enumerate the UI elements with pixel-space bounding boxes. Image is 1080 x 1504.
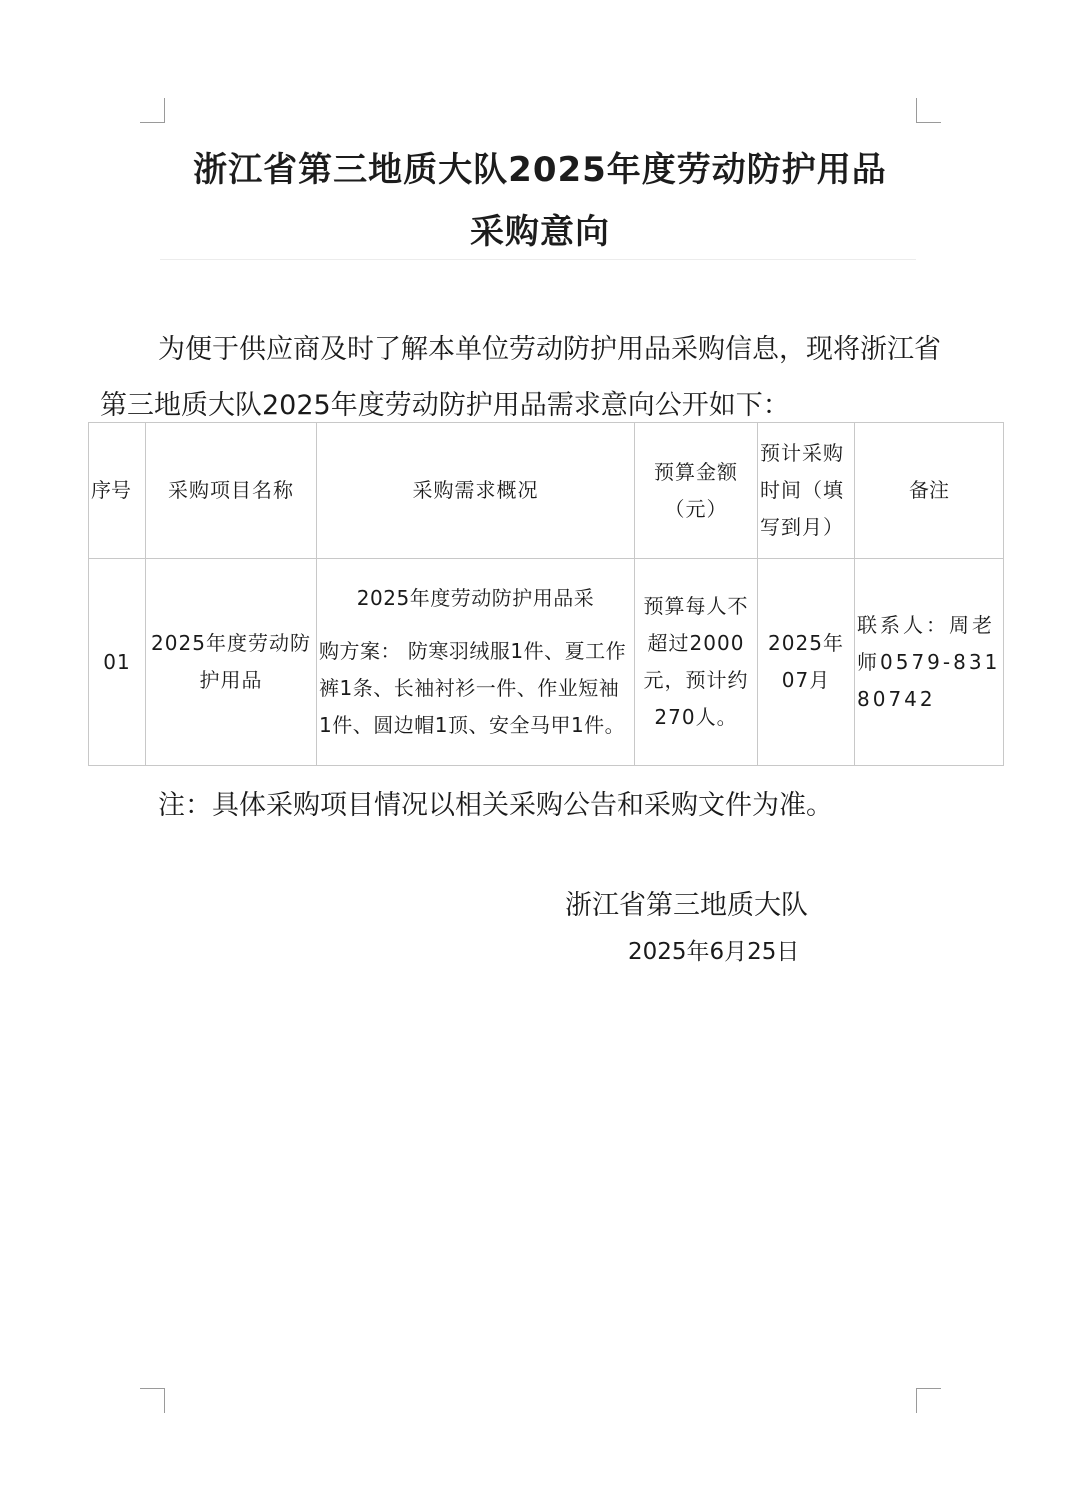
header-requirements: 采购需求概况 bbox=[317, 423, 635, 559]
footnote: 注：具体采购项目情况以相关采购公告和采购文件为准。 bbox=[158, 790, 833, 821]
crop-mark-top-right bbox=[916, 98, 941, 123]
cell-requirements bbox=[317, 559, 635, 766]
intro-paragraph bbox=[100, 322, 960, 434]
requirements-rest: 购方案： 防寒羽绒服1件、夏工作裤1条、长袖衬衫一件、作业短袖1件、圆边帽1顶、安全马甲1件。 bbox=[319, 639, 627, 737]
header-project-name: 采购项目名称 bbox=[146, 423, 317, 559]
table-row bbox=[89, 559, 1004, 766]
cell-remarks: 联系人：周老师0579-83180742 bbox=[855, 559, 1004, 766]
title-divider bbox=[160, 259, 916, 260]
header-seq: 序号 bbox=[89, 423, 146, 559]
crop-mark-bottom-left bbox=[140, 1388, 165, 1413]
header-remarks: 备注 bbox=[855, 423, 1004, 559]
header-budget: 预算金额（元） bbox=[635, 423, 758, 559]
cell-seq: 01 bbox=[89, 559, 146, 766]
cell-budget: 预算每人不超过2000元，预计约270人。 bbox=[635, 559, 758, 766]
table-header-row bbox=[89, 423, 1004, 559]
intro-text: 为便于供应商及时了解本单位劳动防护用品采购信息，现将浙江省第三地质大队2025年度劳动防护用品需求意向公开如下： bbox=[100, 334, 941, 421]
crop-mark-bottom-right bbox=[916, 1388, 941, 1413]
cell-procurement-time: 2025年07月 bbox=[758, 559, 855, 766]
signature-organization: 浙江省第三地质大队 bbox=[565, 890, 808, 921]
crop-mark-top-left bbox=[140, 98, 165, 123]
requirements-line1: 2025年度劳动防护用品采 bbox=[356, 586, 595, 610]
header-procurement-time: 预计采购时间（填写到月） bbox=[758, 423, 855, 559]
cell-project-name: 2025年度劳动防护用品 bbox=[146, 559, 317, 766]
document-title-line1: 浙江省第三地质大队2025年度劳动防护用品 bbox=[193, 150, 887, 190]
document-title-line2: 采购意向 bbox=[470, 212, 610, 252]
signature-date: 2025年6月25日 bbox=[628, 939, 800, 965]
procurement-table bbox=[88, 422, 1004, 766]
